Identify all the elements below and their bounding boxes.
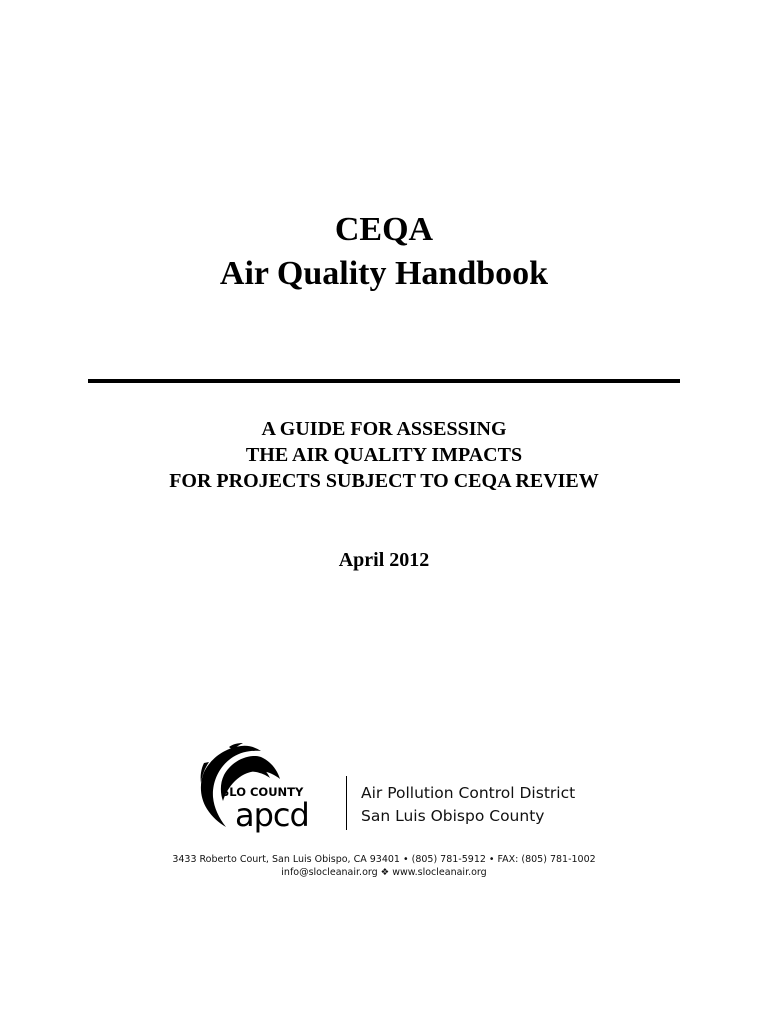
contact-address: 3433 Roberto Court, San Luis Obispo, CA 93401 • (805) 781-5912 • FAX: (805) 781-1002 [172, 854, 596, 865]
document-title-line-2: Air Quality Handbook [219, 255, 549, 292]
contact-web: info@slocleanair.org ❖ www.slocleanair.org [281, 867, 487, 878]
subtitle-line-1: A GUIDE FOR ASSESSING [261, 418, 507, 440]
logo-acronym: apcd [235, 796, 309, 834]
subtitle-line-2: THE AIR QUALITY IMPACTS [245, 444, 523, 466]
logo-divider [346, 776, 347, 830]
publication-date: April 2012 [338, 549, 430, 571]
horizontal-divider [88, 379, 680, 383]
document-title-line-1: CEQA [334, 211, 434, 248]
org-name: Air Pollution Control District [361, 784, 576, 802]
logo-county-text: SLO COUNTY [221, 785, 304, 799]
org-county: San Luis Obispo County [361, 807, 545, 825]
subtitle-line-3: FOR PROJECTS SUBJECT TO CEQA REVIEW [169, 470, 599, 492]
apcd-logo [195, 742, 345, 834]
